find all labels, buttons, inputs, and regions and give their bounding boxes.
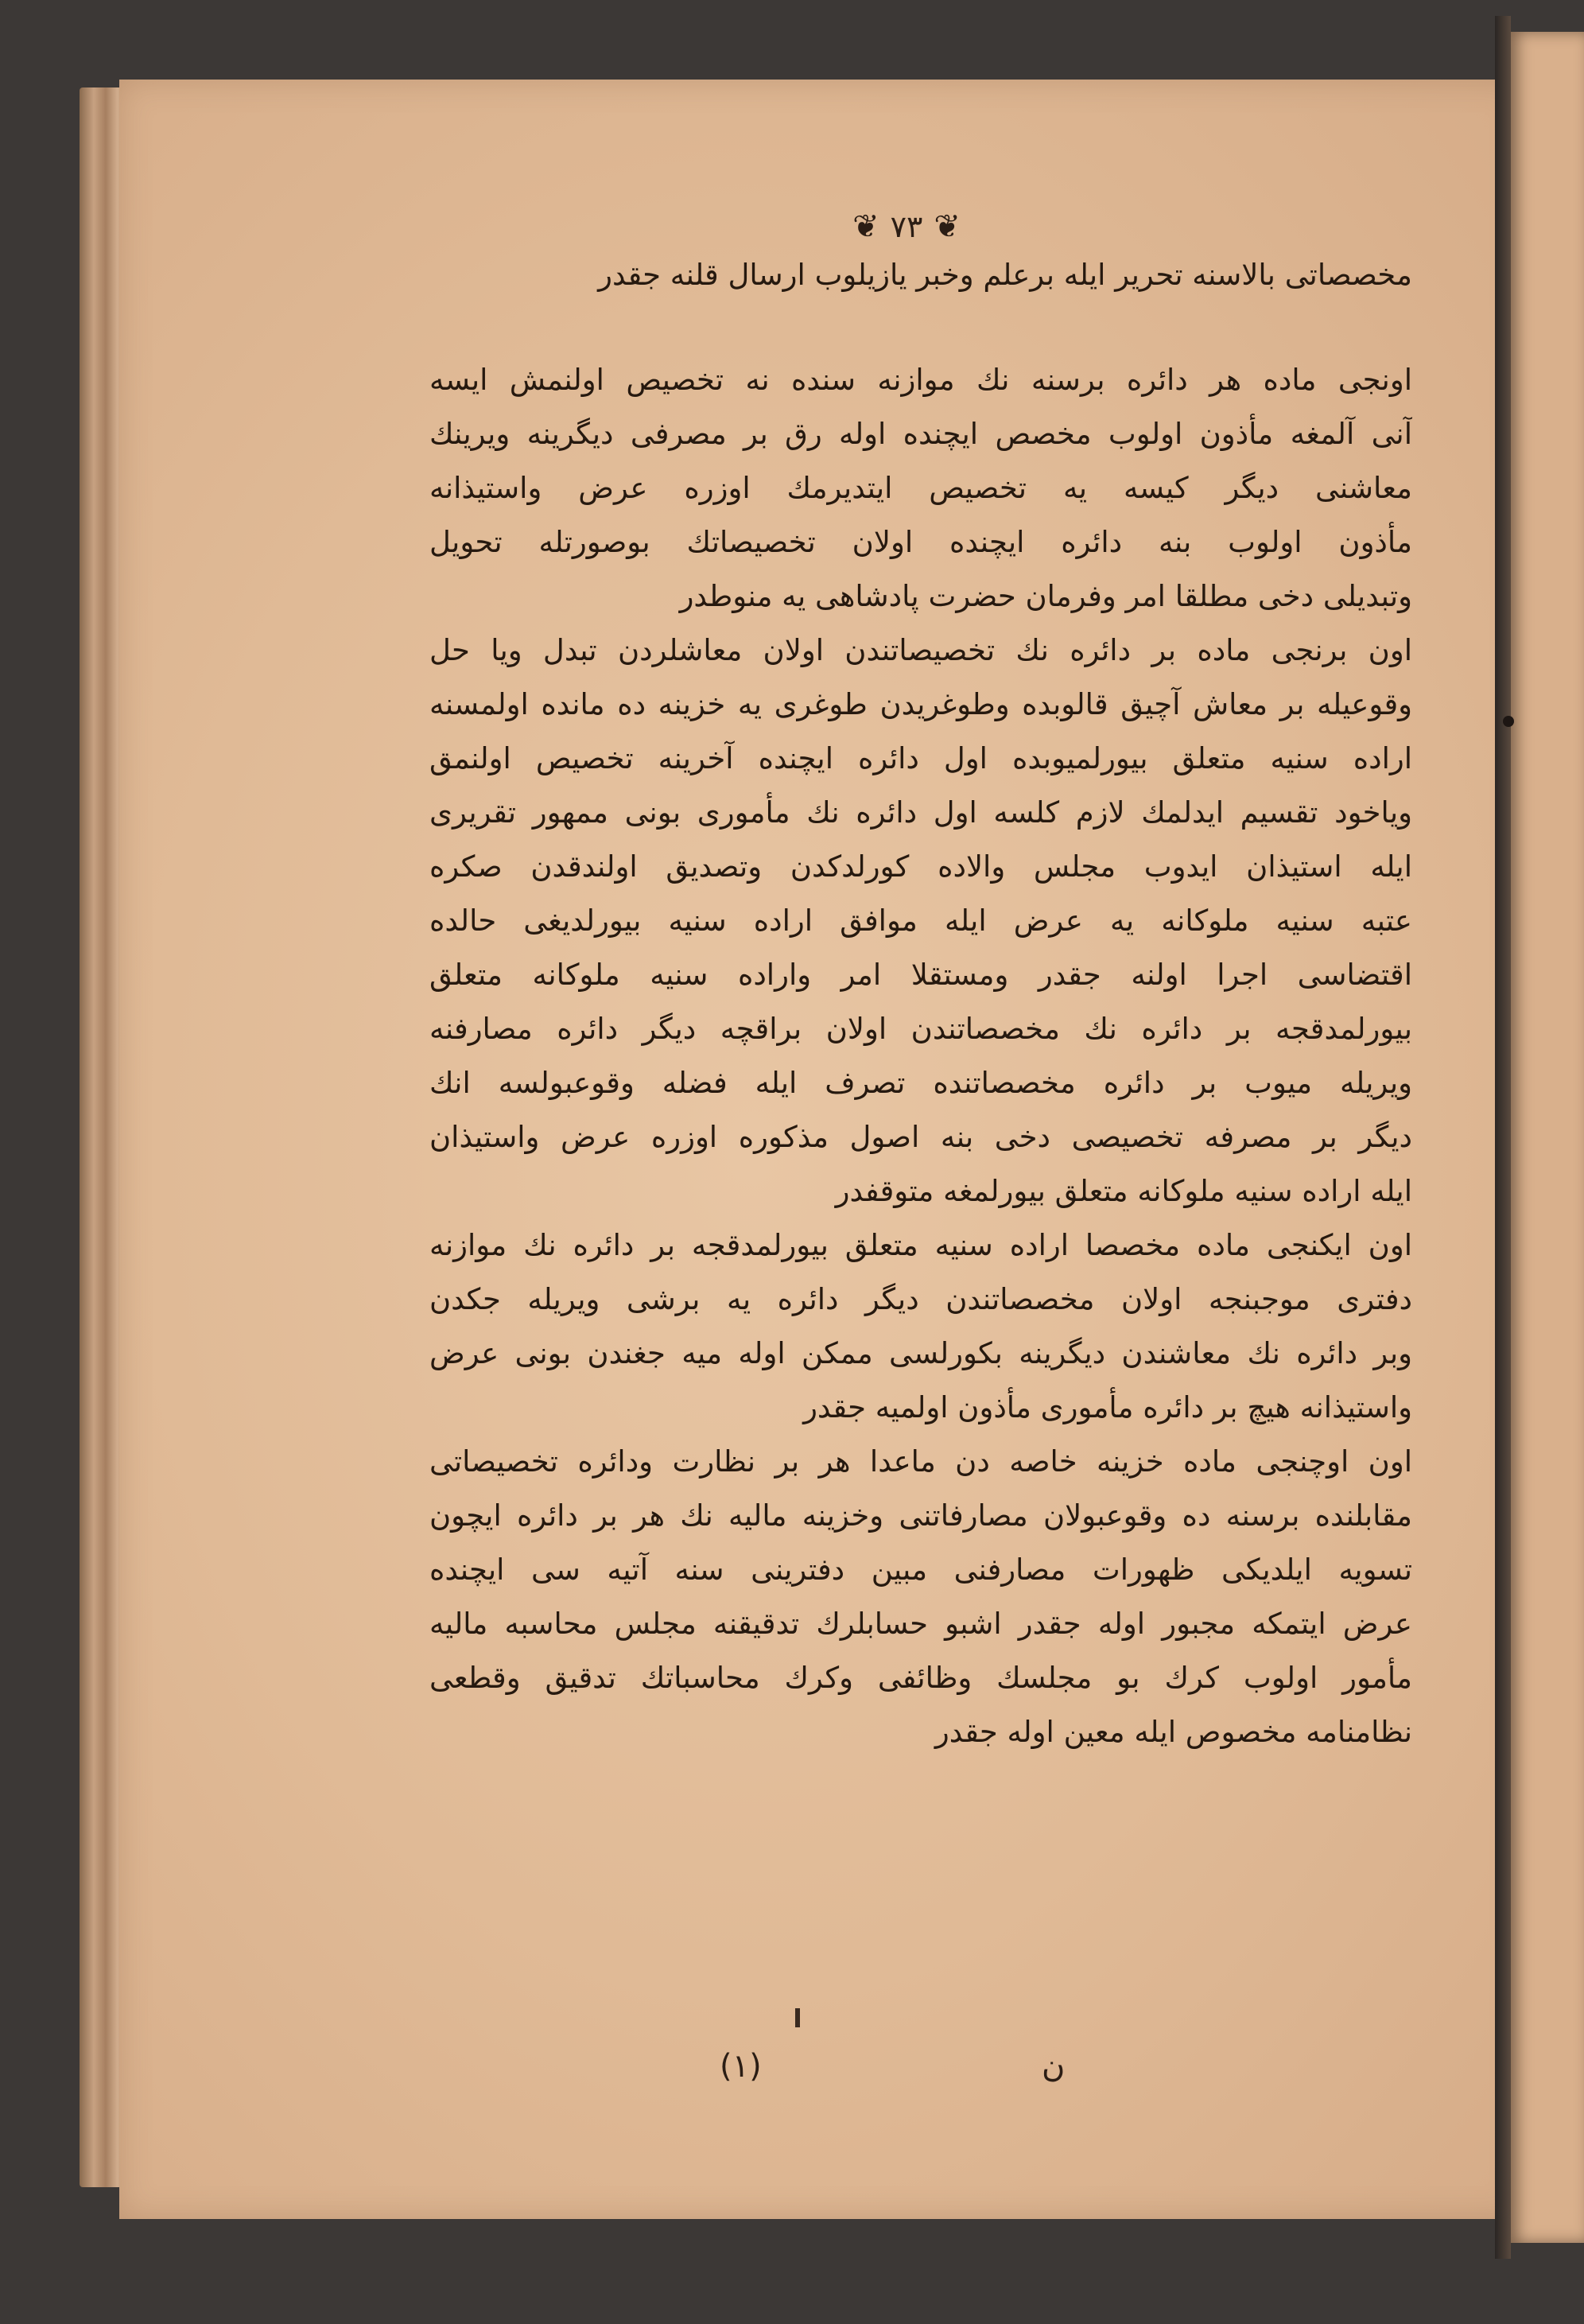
text-line: مخصصاتی بالاسنه تحریر ایله برعلم وخبر یازیلوب ارسال قلنه جقدر	[598, 258, 1412, 292]
text-line: واستیذانه هیچ بر دائره مأموری مأذون اولمیه جقدر	[803, 1390, 1412, 1424]
text-line: نظامنامه مخصوص ایله معین اوله جقدر	[934, 1715, 1412, 1749]
text-line: اراده سنیه متعلق بیورلمیوبده اول دائره ایچنده آخرینه تخصیص اولنمق	[429, 741, 1412, 775]
text-line: مأمور اولوب کرك بو مجلسك وظائفی وکرك محاسباتك تدقیق وقطعی	[429, 1661, 1412, 1695]
text-line: اونجی ماده هر دائره برسنه نك موازنه سنده نه تخصیص اولنمش ایسه	[429, 363, 1412, 397]
text-line: اون برنجی ماده بر دائره نك تخصیصاتندن اولان معاشلردن تبدل ویا حل	[429, 633, 1412, 667]
book-gutter	[1495, 16, 1511, 2259]
page-header	[803, 203, 1010, 251]
text-line: عرض ایتمکه مجبور اوله جقدر اشبو حسابلرك تدقیقنه مجلس محاسبه مالیه	[429, 1607, 1412, 1641]
text-line: تسویه ایلدیکی ظهورات مصارفنی مبین دفترینی سنه آتیه سی ایچنده	[429, 1553, 1412, 1587]
text-line: وبر دائره نك معاشندن دیگرینه بکورلسی ممکن اوله میه جغندن بونی عرض	[429, 1336, 1412, 1370]
text-line: اون اوچنجی ماده خزینه خاصه دن ماعدا هر بر نظارت ودائره تخصیصاتی	[429, 1444, 1412, 1479]
adjacent-page-edge	[1511, 32, 1584, 2243]
text-line: بیورلمدقجه بر دائره نك مخصصاتندن اولان براقچه دیگر دائره مصارفنه	[429, 1012, 1412, 1046]
ornament-left-icon: ❦	[852, 208, 879, 245]
text-line: دفتری موجبنجه اولان مخصصاتندن دیگر دائره یه برشی ویریله جکدن	[429, 1282, 1412, 1316]
text-line: اقتضاسی اجرا اولنه جقدر ومستقلا امر واراده سنیه ملوکانه متعلق	[429, 958, 1412, 992]
text-line: وتبدیلی دخی مطلقا امر وفرمان حضرت پادشاهی یه منوطدر	[679, 579, 1412, 613]
text-line: ویریله میوب بر دائره مخصصاتنده تصرف ایله فضله وقوعبولسه انك	[429, 1066, 1412, 1100]
page-number: ٧٣	[890, 209, 923, 244]
footer-mark-right: ن	[1042, 2048, 1066, 2085]
text-line: وقوعیله بر معاش آچیق قالوبده وطوغریدن طوغری یه خزینه ده مانده اولمسنه	[429, 687, 1412, 721]
text-line: مأذون اولوب بنه دائره ایچنده اولان تخصیصاتك بوصورتله تحویل	[429, 525, 1412, 559]
text-line: آنی آلمغه مأذون اولوب مخصص ایچنده اوله رق بر مصرفی دیگرینه ویرینك	[429, 417, 1412, 451]
footer-mark-left: (١)	[720, 2048, 762, 2085]
footer-tick-mark	[795, 2008, 800, 2027]
ornament-right-icon: ❦	[934, 208, 961, 245]
text-line: ایله استیذان ایدوب مجلس والاده کورلدکدن وتصدیق اولندقدن صکره	[429, 849, 1412, 884]
paragraph-gap	[429, 302, 1412, 353]
text-line: ایله اراده سنیه ملوکانه متعلق بیورلمغه متوقفدر	[835, 1174, 1412, 1208]
body-text	[429, 248, 1412, 1759]
text-line: دیگر بر مصرفه تخصیصی دخی بنه اصول مذکوره اوزره عرض واستیذان	[429, 1120, 1412, 1154]
text-line: عتبه سنیه ملوکانه یه عرض ایله موافق اراده سنیه بیورلدیغی حالده	[429, 904, 1412, 938]
text-line: ویاخود تقسیم ایدلمك لازم کلسه اول دائره نك مأموری بونی ممهور تقریری	[429, 795, 1412, 830]
text-line: مقابلنده برسنه ده وقوعبولان مصارفاتنی وخزینه مالیه نك هر بر دائره ایچون	[429, 1498, 1412, 1533]
text-line: معاشنی دیگر کیسه یه تخصیص ایتدیرمك اوزره عرض واستیذانه	[429, 471, 1412, 505]
margin-mark	[1503, 716, 1514, 727]
text-line: اون ایکنجی ماده مخصصا اراده سنیه متعلق بیورلمدقجه بر دائره نك موازنه	[429, 1228, 1412, 1262]
